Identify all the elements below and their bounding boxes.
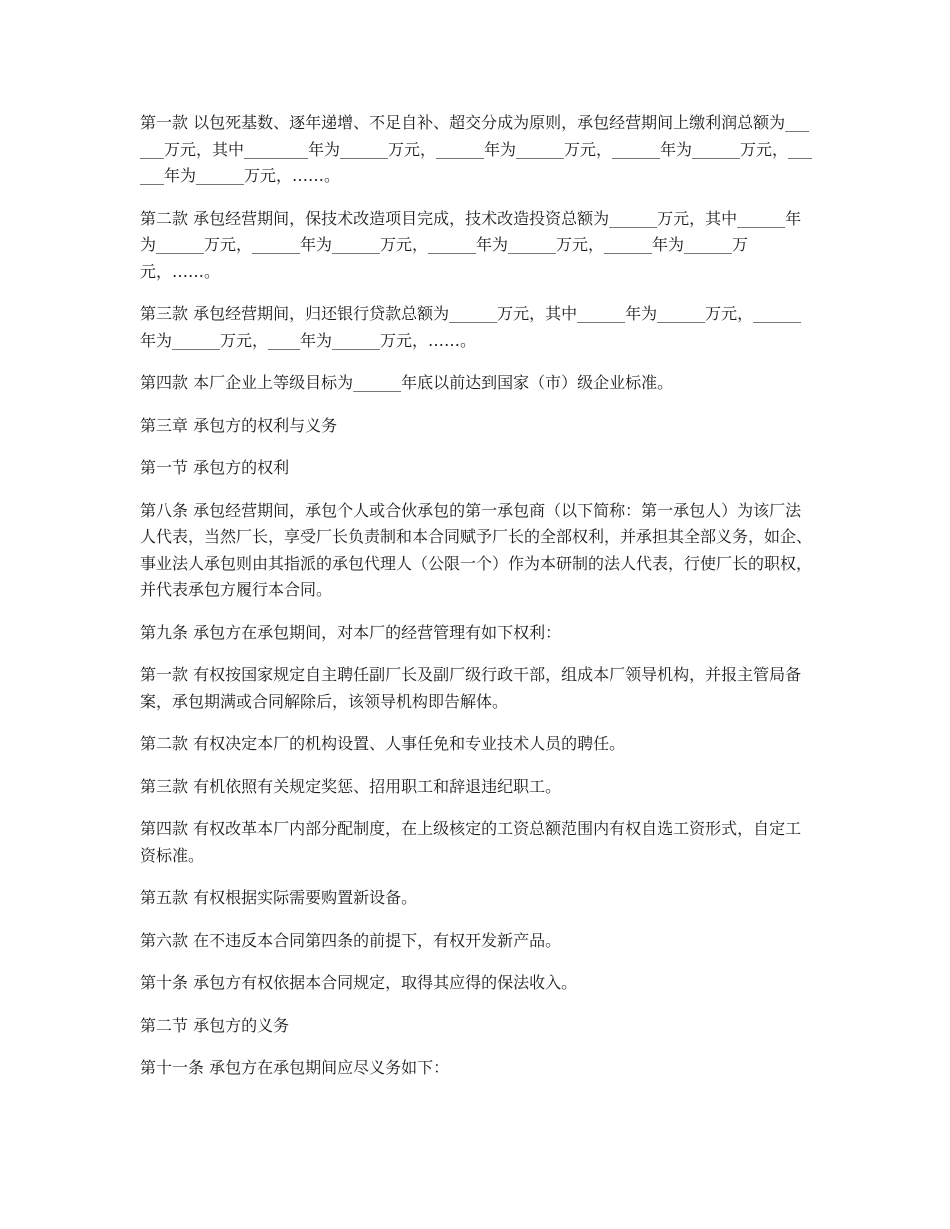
clause-enterprise-grade: 第四款 本厂企业上等级目标为______年底以前达到国家（市）级企业标准。 bbox=[140, 373, 674, 392]
clause-profit-remittance: 第一款 以包死基数、逐年递增、不足自补、超交分成为原则，承包经营期间上缴利润总额为______万元，其中________年为______万元，______年为______万元，______年为______万元，______年为______万元，……。 bbox=[140, 113, 813, 185]
clause-appoint-leaders: 第一款 有权按国家规定自主聘任副厂长及副厂级行政干部，组成本厂领导机构，并报主管局备案，承包期满或合同解除后，该领导机构即告解体。 bbox=[140, 665, 802, 711]
clause-rewards-hiring: 第三款 有机依照有关规定奖惩、招用职工和辞退违纪职工。 bbox=[140, 776, 562, 796]
clause-loan-repayment: 第三款 承包经营期间，归还银行贷款总额为______万元，其中______年为______万元，______年为______万元，____年为______万元，……。 bbox=[140, 304, 802, 350]
clause-organization: 第二款 有权决定本厂的机构设置、人事任免和专业技术人员的聘任。 bbox=[140, 734, 626, 753]
clause-technical-renovation: 第二款 承包经营期间，保技术改造项目完成，技术改造投资总额为______万元，其中______年为______万元，______年为______万元，______年为______万元，______年为______万元，……。 bbox=[140, 208, 802, 281]
clause-new-products: 第六款 在不违反本合同第四条的前提下，有权开发新产品。 bbox=[140, 930, 562, 950]
document-body bbox=[140, 110, 812, 1098]
chapter-heading: 第三章 承包方的权利与义务 bbox=[140, 415, 338, 435]
article-eight: 第八条 承包经营期间，承包个人或合伙承包的第一承包商（以下简称：第一承包人）为该厂法人代表，当然厂长，享受厂长负责制和本合同赋予厂长的全部权利，并承担其全部义务，如企、事业法人承包则由其指派的承包代理人（公限一个）作为本研制的法人代表，行使厂长的职权，并代表承包方履行本合同。 bbox=[140, 500, 813, 599]
article-ten: 第十条 承包方有权依据本合同规定，取得其应得的保法收入。 bbox=[140, 973, 578, 992]
clause-equipment: 第五款 有权根据实际需要购置新设备。 bbox=[140, 888, 418, 907]
section-heading-rights: 第一节 承包方的权利 bbox=[140, 458, 290, 477]
article-nine: 第九条 承包方在承包期间，对本厂的经营管理有如下权利： bbox=[140, 622, 562, 642]
article-eleven: 第十一条 承包方在承包期间应尽义务如下： bbox=[140, 1058, 450, 1077]
clause-wage-reform: 第四款 有权改革本厂内部分配制度，在上级核定的工资总额范围内有权自选工资形式，自定工资标准。 bbox=[140, 819, 802, 865]
section-heading-obligations: 第二节 承包方的义务 bbox=[140, 1015, 290, 1035]
